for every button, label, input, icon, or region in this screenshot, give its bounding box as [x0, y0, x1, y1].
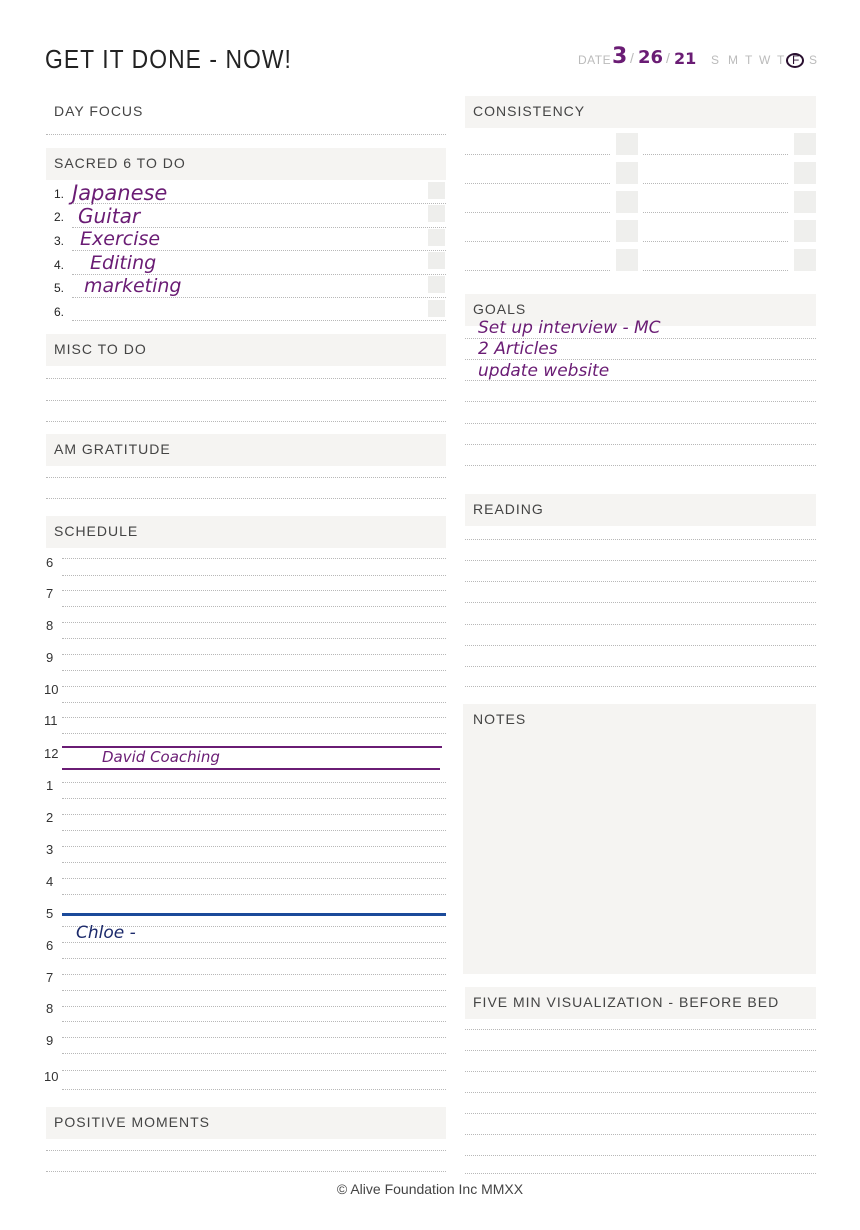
todo-number: 1.	[54, 187, 65, 201]
todo-number: 3.	[54, 234, 65, 248]
schedule-line[interactable]	[62, 974, 446, 975]
schedule-line[interactable]	[62, 814, 446, 815]
writing-line[interactable]	[465, 581, 816, 582]
date-row	[578, 44, 823, 72]
writing-line[interactable]	[465, 359, 816, 360]
writing-line[interactable]	[465, 1134, 816, 1135]
positive-moments-header: POSITIVE MOMENTS	[46, 1107, 446, 1139]
habit-checkbox[interactable]	[794, 162, 816, 184]
writing-line[interactable]	[465, 1071, 816, 1072]
writing-line[interactable]	[465, 1113, 816, 1114]
writing-line[interactable]	[465, 560, 816, 561]
date-day: 26	[638, 47, 664, 68]
todo-checkbox[interactable]	[428, 300, 445, 317]
date-separator: /	[666, 50, 670, 66]
habit-line[interactable]	[465, 270, 610, 271]
schedule-hour: 7	[46, 970, 54, 985]
goal-text[interactable]: Set up interview - MC	[478, 318, 661, 338]
am-gratitude-header: AM GRATITUDE	[46, 434, 446, 466]
writing-line[interactable]	[465, 624, 816, 625]
schedule-entry-12[interactable]: David Coaching	[102, 748, 220, 766]
copyright-footer: © Alive Foundation Inc MMXX	[336, 1181, 524, 1197]
todo-checkbox[interactable]	[428, 205, 445, 222]
writing-line[interactable]	[465, 539, 816, 540]
writing-line[interactable]	[465, 1050, 816, 1051]
day-friday[interactable]: F	[792, 53, 800, 67]
writing-line[interactable]	[465, 602, 816, 603]
writing-line[interactable]	[72, 320, 446, 321]
todo-number: 4.	[54, 258, 65, 272]
todo-checkbox[interactable]	[428, 276, 445, 293]
habit-checkbox[interactable]	[794, 133, 816, 155]
day-saturday[interactable]: S	[809, 53, 818, 67]
schedule-line[interactable]	[62, 1021, 446, 1022]
writing-line[interactable]	[465, 645, 816, 646]
schedule-line[interactable]	[62, 654, 446, 655]
schedule-hour: 11	[44, 713, 58, 728]
writing-line[interactable]	[46, 421, 446, 422]
habit-line[interactable]	[465, 183, 610, 184]
todo-text[interactable]: Japanese	[72, 181, 168, 205]
habit-checkbox[interactable]	[616, 191, 638, 213]
habit-line[interactable]	[643, 183, 788, 184]
schedule-line[interactable]	[62, 622, 446, 623]
writing-line[interactable]	[465, 401, 816, 402]
schedule-line[interactable]	[62, 1070, 446, 1071]
writing-line[interactable]	[46, 498, 446, 499]
schedule-line[interactable]	[62, 686, 446, 687]
schedule-line[interactable]	[62, 606, 446, 607]
writing-line[interactable]	[465, 666, 816, 667]
writing-line[interactable]	[46, 134, 446, 135]
todo-checkbox[interactable]	[428, 182, 445, 199]
schedule-line[interactable]	[62, 1037, 446, 1038]
schedule-hour: 10	[44, 682, 59, 697]
schedule-hour: 12	[44, 746, 59, 761]
habit-checkbox[interactable]	[616, 162, 638, 184]
circled-day-mark	[786, 53, 804, 68]
day-tuesday[interactable]: T	[745, 53, 753, 67]
writing-line[interactable]	[46, 477, 446, 478]
schedule-line[interactable]	[62, 782, 446, 783]
schedule-line[interactable]	[62, 894, 446, 895]
schedule-hour: 4	[46, 874, 54, 889]
ink-block-bottom	[62, 768, 440, 770]
schedule-hour: 8	[46, 618, 54, 633]
schedule-line[interactable]	[62, 575, 446, 576]
habit-checkbox[interactable]	[616, 249, 638, 271]
schedule-line[interactable]	[62, 846, 446, 847]
habit-checkbox[interactable]	[794, 249, 816, 271]
writing-line[interactable]	[72, 297, 446, 298]
schedule-hour: 9	[46, 650, 54, 665]
day-focus-header: DAY FOCUS	[54, 103, 144, 119]
habit-checkbox[interactable]	[616, 133, 638, 155]
day-wednesday[interactable]: W	[759, 53, 771, 67]
schedule-line[interactable]	[62, 1089, 446, 1090]
schedule-hour: 8	[46, 1001, 54, 1016]
schedule-line[interactable]	[62, 702, 446, 703]
reading-header: READING	[465, 494, 816, 526]
page-title: GET IT DONE - NOW!	[45, 44, 292, 74]
habit-line[interactable]	[643, 212, 788, 213]
habit-line[interactable]	[643, 270, 788, 271]
date-year: 21	[674, 49, 697, 68]
writing-line[interactable]	[46, 378, 446, 379]
writing-line[interactable]	[465, 1155, 816, 1156]
schedule-line[interactable]	[62, 1006, 446, 1007]
habit-line[interactable]	[465, 154, 610, 155]
writing-line[interactable]	[72, 250, 446, 251]
ink-block-top	[62, 913, 446, 916]
misc-todo-header: MISC TO DO	[46, 334, 446, 366]
schedule-line[interactable]	[62, 558, 446, 559]
schedule-line[interactable]	[62, 878, 446, 879]
day-sunday[interactable]: S	[711, 53, 720, 67]
schedule-line[interactable]	[62, 717, 446, 718]
writing-line[interactable]	[465, 686, 816, 687]
schedule-hour: 2	[46, 810, 54, 825]
habit-checkbox[interactable]	[794, 191, 816, 213]
writing-line[interactable]	[46, 400, 446, 401]
date-label: DATE	[578, 53, 612, 67]
notes-area[interactable]	[463, 704, 816, 974]
todo-checkbox[interactable]	[428, 252, 445, 269]
notes-header: NOTES	[473, 711, 527, 727]
writing-line[interactable]	[465, 1092, 816, 1093]
visualization-header: FIVE MIN VISUALIZATION - BEFORE BED	[465, 987, 816, 1019]
schedule-line[interactable]	[62, 638, 446, 639]
date-separator: /	[630, 50, 634, 66]
writing-line[interactable]	[465, 1029, 816, 1030]
goal-text[interactable]: update website	[478, 361, 610, 381]
date-month: 3	[612, 44, 628, 69]
writing-line[interactable]	[46, 1171, 446, 1172]
goals-header: GOALS	[465, 294, 816, 326]
consistency-header: CONSISTENCY	[465, 96, 816, 128]
schedule-hour: 10	[44, 1069, 59, 1084]
habit-line[interactable]	[643, 241, 788, 242]
schedule-hour: 5	[46, 906, 54, 921]
schedule-hour: 6	[46, 938, 54, 953]
schedule-hour: 9	[46, 1033, 54, 1048]
habit-line[interactable]	[465, 212, 610, 213]
schedule-header: SCHEDULE	[46, 516, 446, 548]
todo-text[interactable]: Exercise	[80, 228, 161, 250]
todo-text[interactable]: Editing	[90, 252, 157, 274]
habit-checkbox[interactable]	[794, 220, 816, 242]
schedule-line[interactable]	[62, 590, 446, 591]
todo-text[interactable]: marketing	[84, 275, 182, 297]
todo-number: 5.	[54, 281, 65, 295]
writing-line[interactable]	[465, 1173, 816, 1174]
day-thursday[interactable]: T	[777, 53, 785, 67]
day-monday[interactable]: M	[728, 53, 738, 67]
schedule-line[interactable]	[62, 958, 446, 959]
writing-line[interactable]	[465, 380, 816, 381]
schedule-line[interactable]	[62, 1053, 446, 1054]
schedule-line[interactable]	[62, 830, 446, 831]
schedule-hour: 6	[46, 555, 54, 570]
goal-text[interactable]: 2 Articles	[478, 339, 558, 359]
habit-line[interactable]	[643, 154, 788, 155]
writing-line[interactable]	[465, 465, 816, 466]
schedule-line[interactable]	[62, 733, 446, 734]
todo-checkbox[interactable]	[428, 229, 445, 246]
writing-line[interactable]	[465, 444, 816, 445]
todo-text[interactable]: Guitar	[78, 204, 141, 228]
schedule-entry-5[interactable]: Chloe -	[76, 923, 136, 943]
schedule-hour: 1	[46, 778, 54, 793]
schedule-line[interactable]	[62, 862, 446, 863]
sacred-todo-header: SACRED 6 TO DO	[46, 148, 446, 180]
writing-line[interactable]	[46, 1150, 446, 1151]
todo-number: 2.	[54, 210, 65, 224]
schedule-line[interactable]	[62, 798, 446, 799]
habit-checkbox[interactable]	[616, 220, 638, 242]
writing-line[interactable]	[465, 423, 816, 424]
schedule-line[interactable]	[62, 670, 446, 671]
schedule-hour: 7	[46, 586, 54, 601]
habit-line[interactable]	[465, 241, 610, 242]
schedule-line[interactable]	[62, 990, 446, 991]
todo-number: 6.	[54, 305, 65, 319]
schedule-hour: 3	[46, 842, 54, 857]
